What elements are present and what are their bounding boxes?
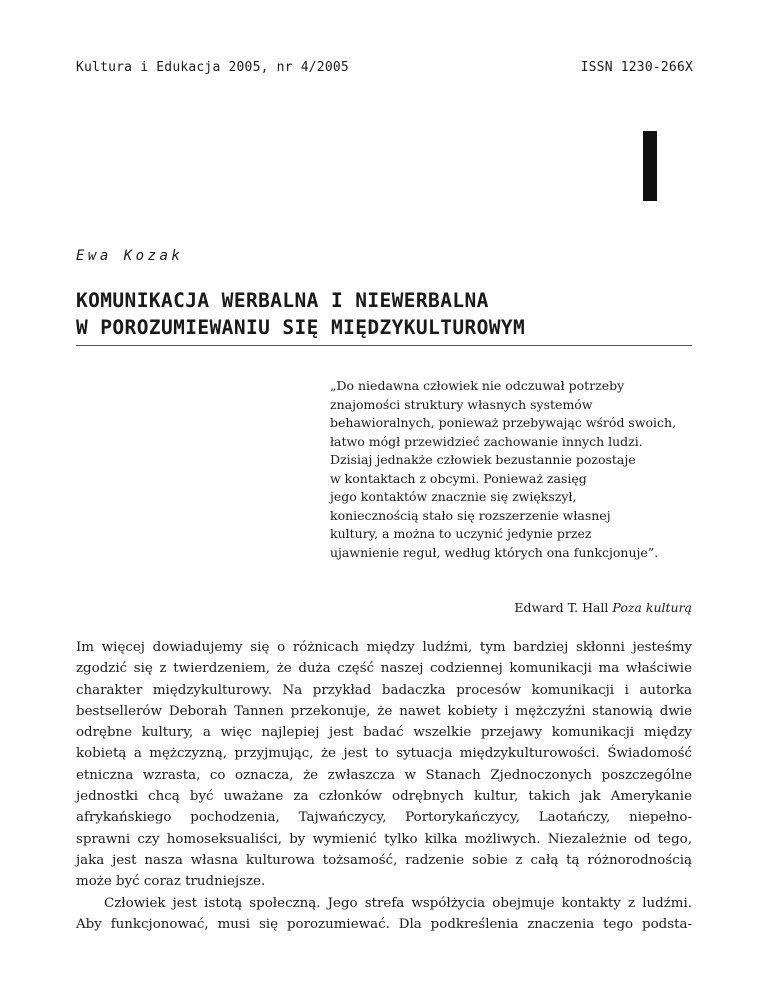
body-line: może być coraz trudniejsze. xyxy=(76,874,266,890)
epigraph-line: „Do niedawna człowiek nie odczuwał potrzeby xyxy=(330,378,625,393)
epigraph-line: behawioralnych, ponieważ przebywając wśród swoich, xyxy=(330,415,677,430)
author-name: Ewa Kozak xyxy=(76,248,184,264)
body-line: odrębne kultury, a więc najlepiej jest badać wszelkie przejawy komunikacji między xyxy=(76,725,692,741)
article-title-line: KOMUNIKACJA WERBALNA I NIEWERBALNA xyxy=(76,289,489,312)
body-line: Człowiek jest istotą społeczną. Jego strefa współżycia obejmuje kontakty z ludźmi. xyxy=(104,895,692,911)
epigraph-line: kultury, a można to uczynić jedynie przez xyxy=(330,526,592,541)
section-marker-bar xyxy=(643,131,657,201)
epigraph-line: łatwo mógł przewidzieć zachowanie innych ludzi. xyxy=(330,433,643,449)
title-rule xyxy=(76,345,692,346)
epigraph-line: koniecznością stało się rozszerzenie własnej xyxy=(330,507,611,523)
epigraph-line: w kontaktach z obcymi. Ponieważ zasięg xyxy=(330,470,587,486)
running-head-journal: Kultura i Edukacja 2005, nr 4/2005 xyxy=(76,60,349,75)
epigraph-line: ujawnienie reguł, według których ona funkcjonuje”. xyxy=(330,544,659,560)
body-line: afrykańskiego pochodzenia, Tajwańczycy, Portorykańczycy, Laotańczy, niepełno- xyxy=(76,810,692,826)
body-line: sprawni czy homoseksualiści, by wymienić tylko kilka możliwych. Niezależnie od tego, xyxy=(76,831,692,847)
body-line: jaka jest nasza własna kulturowa tożsamość, radzenie sobie z całą tą różnorodnością xyxy=(76,852,692,868)
body-text xyxy=(76,637,692,935)
attribution-author: Edward T. Hall xyxy=(514,600,609,615)
attribution-work-title: Poza kulturą xyxy=(612,600,692,615)
epigraph-line: Dzisiaj jednakże człowiek bezustannie pozostaje xyxy=(330,452,636,467)
body-line: zgodzić się z twierdzeniem, że duża część naszej codziennej komunikacji ma właściwie xyxy=(76,661,692,677)
article-title xyxy=(76,287,692,341)
article-title-line: W POROZUMIEWANIU SIĘ MIĘDZYKULTUROWYM xyxy=(76,316,526,339)
body-line: kobietą a mężczyzną, przyjmując, że jest to sytuacja międzykulturowości. Świadomość xyxy=(76,746,692,762)
body-line: etniczna wzrasta, co oznacza, że zwłaszcza w Stanach Zjednoczonych poszczególne xyxy=(76,767,692,783)
epigraph xyxy=(330,377,700,562)
body-line: Aby funkcjonować, musi się porozumiewać. Dla podkreślenia znaczenia tego podsta- xyxy=(76,916,692,932)
body-line: Im więcej dowiadujemy się o różnicach między ludźmi, tym bardziej skłonni jesteśmy xyxy=(76,640,692,655)
running-head-issn: ISSN 1230-266X xyxy=(580,60,693,75)
epigraph-line: jego kontaktów znacznie się zwiększył, xyxy=(330,489,577,504)
epigraph-line: znajomości struktury własnych systemów xyxy=(330,396,593,412)
body-line: charakter międzykulturowy. Na przykład badaczka procesów komunikacji i autorka xyxy=(76,682,692,698)
epigraph-attribution xyxy=(514,600,692,615)
body-line: bestsellerów Deborah Tannen przekonuje, że nawet kobiety i mężczyźni stanowią dwie xyxy=(76,703,692,719)
body-line: jednostki chcą być uważane za członków odrębnych kultur, takich jak Amerykanie xyxy=(76,789,692,805)
